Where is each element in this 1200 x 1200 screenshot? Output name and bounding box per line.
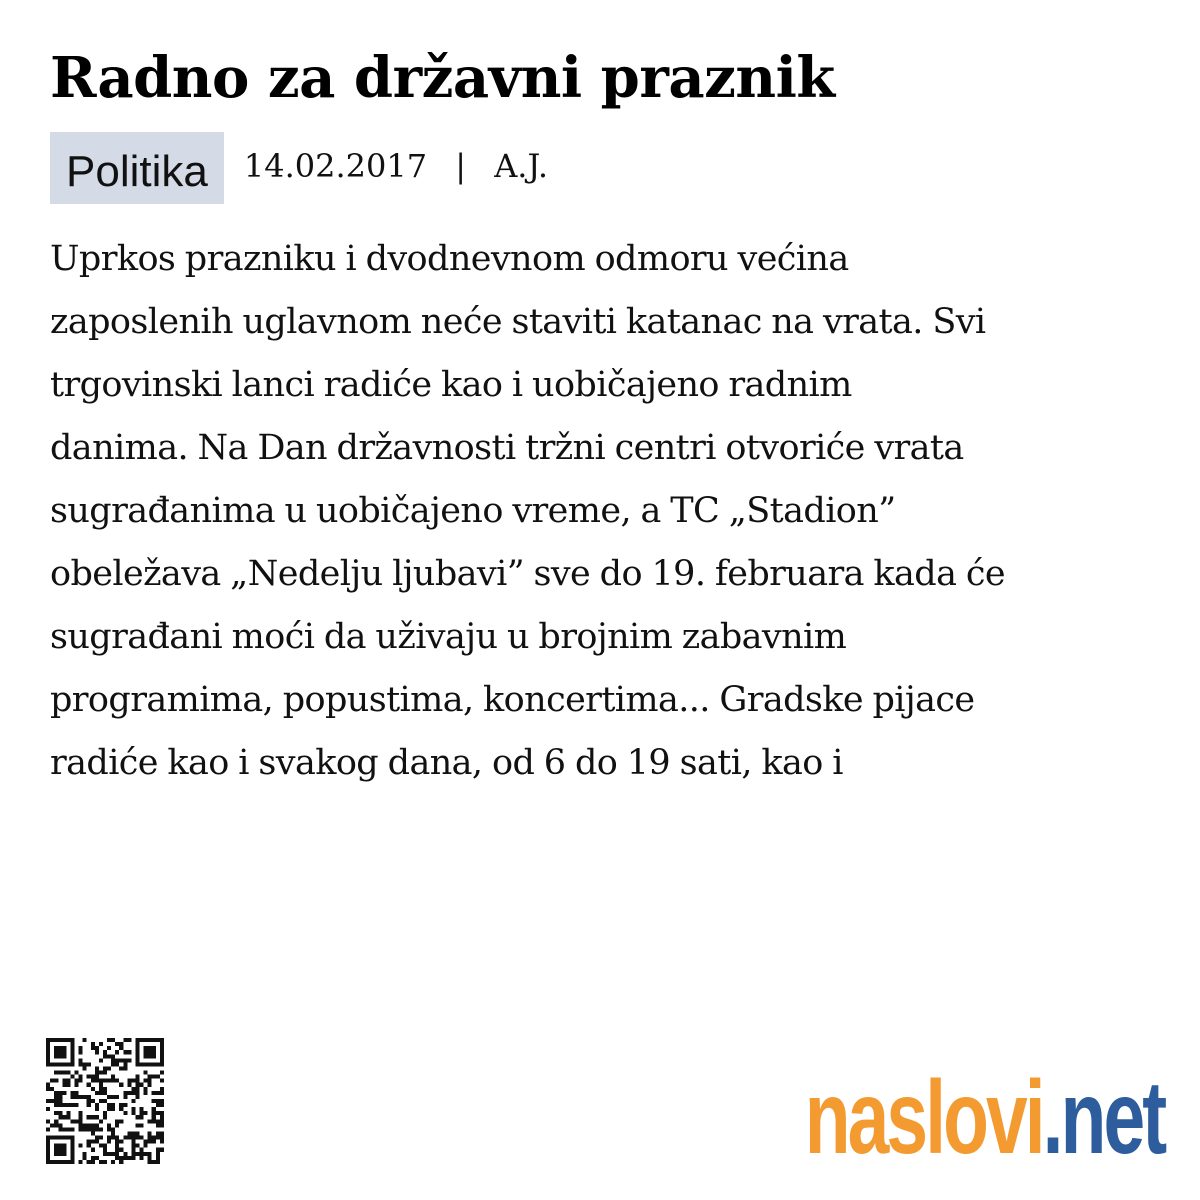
body-line: sugrađanima u uobičajeno vreme, a TC „Stadion” [50,491,896,531]
body-line: trgovinski lanci radiće kao i uobičajeno radnim [50,365,852,405]
article-date: 14.02.2017 [243,147,428,185]
byline-separator: | [455,147,467,185]
body-line: programima, popustima, koncertima... Gradske pijace [50,680,975,720]
logo-text-primary: naslovi [804,1060,1043,1176]
article-body [50,228,1160,795]
body-line: zaposlenih uglavnom neće staviti katanac na vrata. Svi [50,302,986,342]
logo-text-secondary: .net [1042,1060,1164,1176]
site-logo[interactable] [804,1060,1164,1176]
body-line: danima. Na Dan državnosti tržni centri otvoriće vrata [50,428,964,468]
article-byline [244,132,548,186]
qr-code-icon [46,1038,164,1164]
article-meta [50,132,548,204]
body-line: sugrađani moći da uživaju u brojnim zabavnim [50,617,847,657]
body-line: obeležava „Nedelju ljubavi” sve do 19. februara kada će [50,554,1005,594]
body-line: radiće kao i svakog dana, od 6 do 19 sati, kao i [50,743,843,783]
article-title: Radno za državni praznik [50,45,835,111]
category-badge[interactable]: Politika [50,132,224,204]
body-line: Uprkos prazniku i dvodnevnom odmoru većina [50,239,849,279]
article-author: A.J. [494,147,548,185]
